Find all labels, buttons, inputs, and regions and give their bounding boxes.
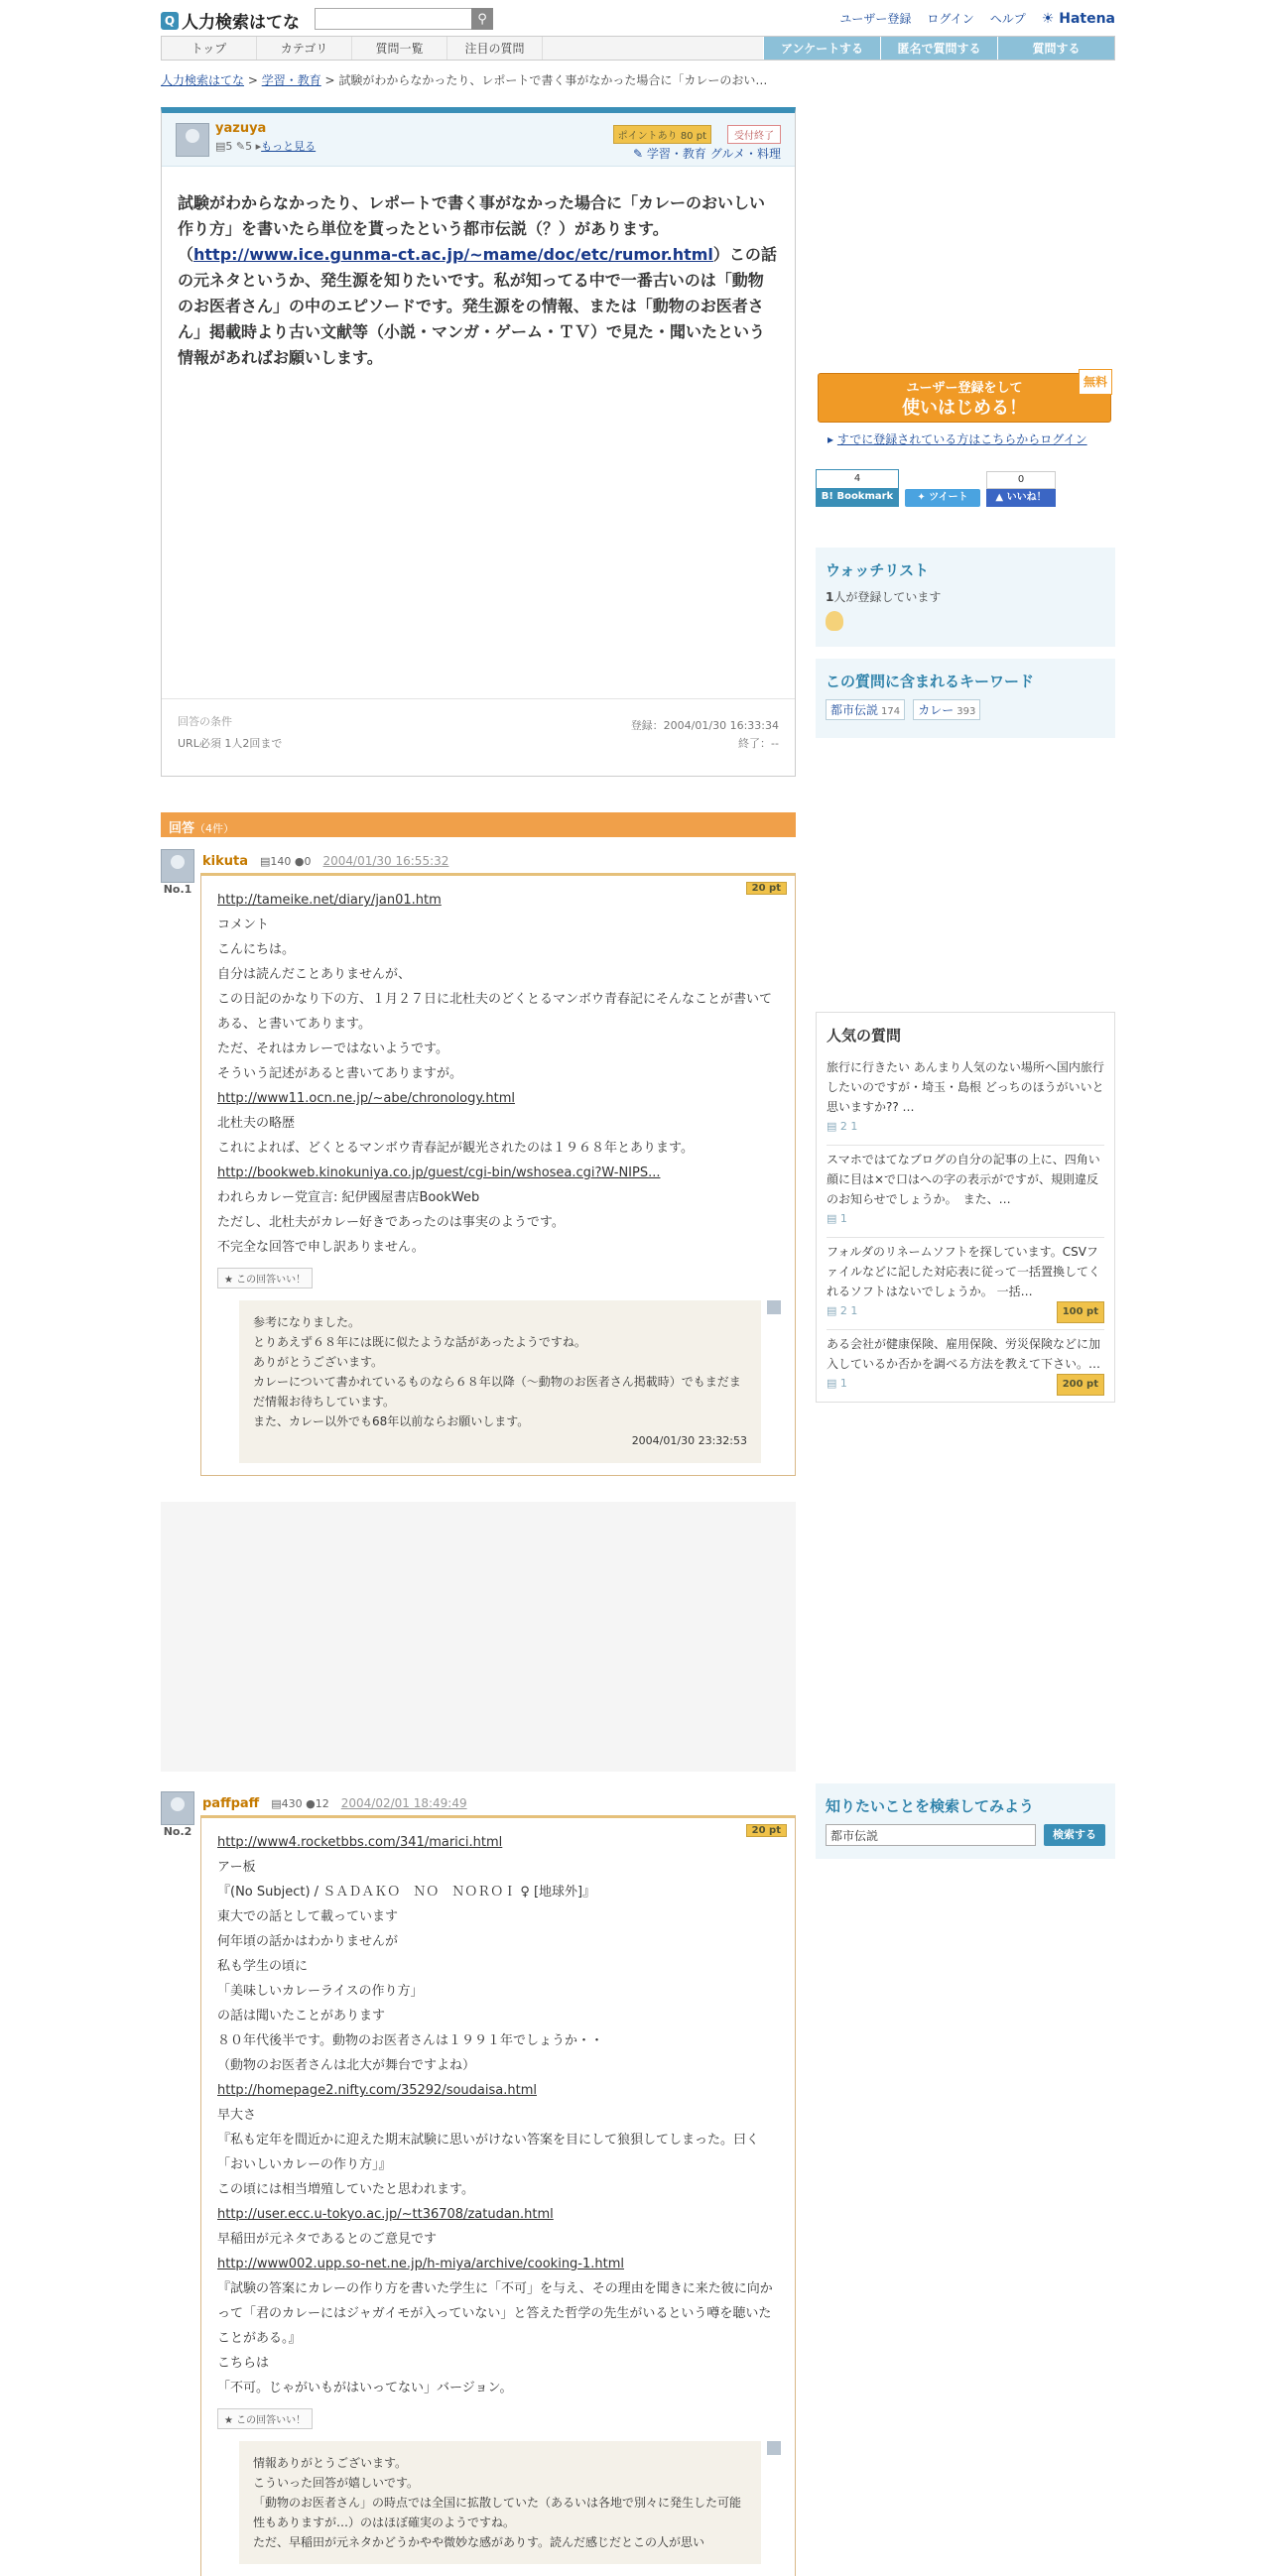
answer-text: 『(No Subject) / ＳＡＤＡＫＯ ＮＯ ＮＯＲＯＩ ♀ [地球外]』: [217, 1885, 596, 1900]
answer-user[interactable]: paffpaff: [202, 1795, 260, 1811]
good-answer-label: この回答いい！: [236, 2415, 307, 2426]
hatena-q-icon: Q: [161, 12, 179, 30]
watcher-avatar-icon[interactable]: [826, 611, 843, 631]
main-column: [161, 107, 796, 2576]
reply-line: ありがとうございます。: [253, 1355, 384, 1369]
triangle-right-icon: ▸: [255, 140, 262, 153]
hatena-text: Hatena: [1059, 10, 1115, 27]
main-nav: [161, 36, 1115, 61]
pencil-icon: ✎: [633, 147, 644, 161]
answer-text: これによれば、どくとるマンボウ青春記が観光されたのは１９６８年とあります。: [217, 1141, 694, 1156]
answer-text: こんにちは。: [217, 942, 296, 957]
status-badge: 受付終了: [727, 125, 781, 144]
reply-line: とりあえず６８年には既に似たような話があったようですね。: [253, 1335, 586, 1349]
answer-text: そういう記述があると書いてありますが。: [217, 1066, 463, 1081]
answer-text: ８０年代後半です。動物のお医者さんは１９９１年でしょうか・・: [217, 2033, 603, 2048]
answer-user[interactable]: kikuta: [202, 853, 248, 869]
breadcrumb-sep: >: [320, 73, 339, 87]
question-body: [162, 167, 795, 371]
sidebar-search-button[interactable]: 検索する: [1044, 1824, 1105, 1846]
reply-line: また、カレー以外でも68年以前ならお願いします。: [253, 1414, 530, 1428]
answer-text: 「美味しいカレーライスの作り方」: [217, 1984, 424, 1999]
global-header: [161, 8, 1115, 32]
sidebar-login-link[interactable]: [828, 430, 1087, 447]
avatar: [767, 1300, 781, 1314]
thumbs-up-icon: ▲: [995, 492, 1004, 503]
breadcrumb-current: 試験がわからなかったり、レポートで書く事がなかった場合に「カレーのおい…: [338, 73, 768, 87]
hatena-link[interactable]: [1042, 11, 1115, 27]
more-link[interactable]: もっと見る: [261, 140, 317, 153]
bookmark-label: B! Bookmark: [817, 488, 898, 506]
answer-number: No.1: [163, 883, 192, 896]
keyword-name: カレー: [918, 703, 955, 717]
answer-text: 私も学生の頃に: [217, 1959, 309, 1974]
answers-title: 回答: [169, 821, 195, 836]
answer-user-stat2: 0: [304, 854, 312, 868]
hatena-bookmark-button[interactable]: [816, 469, 899, 507]
question-text-1: 試験がわからなかったり、レポートで書く事がなかった場合に「カレーのおいしい作り方」を書いたら単位を貰ったという都市伝説（？）があります。（: [178, 193, 766, 264]
breadcrumb-category[interactable]: 学習・教育: [261, 73, 321, 87]
thumbs-up-icon: ★: [224, 1275, 233, 1286]
answer-text: 自分は読んだことありませんが、: [217, 967, 412, 982]
answer-text: 「不可。じゃがいもがはいってない」バージョン。: [217, 2381, 513, 2395]
popular-questions: [816, 1012, 1115, 1403]
question-categories: [633, 145, 781, 162]
fb-count: 0: [986, 471, 1056, 489]
popular-question-text: 旅行に行きたい あんまり人気のない場所へ国内旅行したいのですが・埼玉・島根 どっちのほうがいいと思いますか?? …: [827, 1060, 1104, 1114]
bookmark-count: 4: [817, 470, 898, 488]
sidebar-search-input[interactable]: 都市伝説: [826, 1824, 1036, 1846]
fb-label: [986, 489, 1056, 507]
top-links: [839, 10, 1115, 27]
answer-header: [161, 849, 796, 873]
popular-point-badge: 200 pt: [1057, 1374, 1104, 1396]
list-item[interactable]: [827, 1238, 1104, 1330]
asker-reply: [239, 1300, 761, 1463]
answer-header: [161, 1791, 796, 1815]
nav-featured[interactable]: 注目の質問: [447, 37, 543, 60]
popular-meta-text: 1: [839, 1212, 847, 1225]
watchlist-title: ウォッチリスト: [826, 561, 930, 579]
list-item[interactable]: [827, 1053, 1104, 1146]
header-search: [315, 8, 493, 30]
thumbs-up-icon: ★: [224, 2415, 233, 2426]
popular-question-text: ある会社が健康保険、雇用保険、労災保険などに加入しているか否かを調べる方法を教えて下さい。…: [827, 1337, 1101, 1371]
answers-header: [161, 812, 796, 837]
answer-text: われらカレー党宣言: 紀伊國屋書店BookWeb: [217, 1190, 480, 1205]
question-categories-text[interactable]: 学習・教育 グルメ・料理: [646, 147, 781, 161]
ended-date: 終了：--: [738, 737, 779, 750]
facebook-like-button[interactable]: [986, 471, 1056, 507]
bulb-icon: ●: [306, 1796, 316, 1810]
point-badge: ポイントあり 80 pt: [613, 125, 711, 144]
comment-icon: ▤: [827, 1377, 837, 1390]
breadcrumb-home[interactable]: 人力検索はてな: [161, 73, 245, 87]
sidebar-search-panel: [816, 1783, 1115, 1859]
question-box: [161, 107, 796, 777]
register-button[interactable]: [818, 373, 1111, 423]
watchlist-panel: [816, 548, 1115, 647]
answer-date[interactable]: 2004/01/30 16:55:32: [322, 854, 449, 868]
reply-line: 「動物のお医者さん」の時点では全国に拡散していた（あるいは各地で別々に発生した可能性もありますが…）のはほぼ確実のようですね。: [253, 2496, 742, 2529]
keywords-title: この質問に含まれるキーワード: [826, 673, 1035, 690]
answer-text: ただし、北杜夫がカレー好きであったのは事実のようです。: [217, 1215, 565, 1230]
ad-space: [161, 1502, 796, 1772]
breadcrumb-sep: >: [244, 73, 262, 87]
popular-meta-text: 1: [839, 1377, 847, 1390]
answer-link[interactable]: http://www002.upp.so-net.ne.jp/h-miya/archive/cooking-1.html: [217, 2257, 625, 2271]
comment-icon: ▤: [271, 1796, 282, 1810]
comment-icon: ▤: [827, 1304, 837, 1317]
reply-date: 2004/01/30 23:32:53: [631, 1434, 747, 1447]
answer-item: [161, 849, 796, 1476]
list-item[interactable]: [827, 1330, 1104, 1402]
answer-text: 『試験の答案にカレーの作り方を書いた学生に「不可」を与え、その理由を聞きに来た彼に向かって「君のカレーにはジャガイモが入っていない」と答えた哲学の先生がいるという噂を聴いたことがある。』: [217, 2281, 773, 2346]
hatena-logo-icon: ☀: [1041, 10, 1055, 27]
answer-text: 何年頃の話かはわかりませんが: [217, 1934, 399, 1949]
popular-question-text: フォルダのリネームソフトを探しています。CSVファイルなどに記した対応表に従って一括置換してくれるソフトはないでしょうか。 一括…: [827, 1245, 1101, 1298]
popular-title: 人気の質問: [827, 1027, 902, 1044]
tweet-button[interactable]: [905, 489, 980, 507]
popular-question-meta: [827, 1117, 1104, 1137]
popular-question-meta: [827, 1209, 1104, 1229]
answer-link[interactable]: http://bookweb.kinokuniya.co.jp/guest/cgi-bin/wshosea.cgi?W-NIPS...: [217, 1165, 661, 1180]
question-header: [162, 113, 795, 167]
keyword-tag[interactable]: [913, 699, 980, 720]
anonymous-question-button[interactable]: 匿名で質問する: [880, 37, 997, 60]
condition-label: 回答の条件: [178, 715, 232, 728]
avatar[interactable]: [176, 123, 209, 157]
good-answer-button[interactable]: [217, 1268, 313, 1288]
twitter-icon: ✦: [917, 492, 926, 503]
sidebar-search-title: 知りたいことを検索してみよう: [826, 1797, 1035, 1815]
search-icon[interactable]: ⚲: [471, 8, 493, 30]
help-link[interactable]: ヘルプ: [989, 12, 1026, 26]
reply-line: 参考になりました。: [253, 1315, 361, 1329]
condition-text: URL必須 1人2回まで: [178, 737, 283, 750]
answer-box: [200, 873, 796, 1476]
question-user[interactable]: yazuya: [215, 121, 267, 136]
comment-icon: ▤: [827, 1212, 837, 1225]
logo-text: 人力検索はてな: [182, 13, 300, 33]
answer-text: 早稲田が元ネタであるとのご意見です: [217, 2232, 438, 2247]
answer-point-badge: 20 pt: [746, 882, 787, 895]
keyword-name: 都市伝説: [830, 703, 879, 717]
fb-label-text: いいね！: [1006, 492, 1047, 503]
keywords-panel: [816, 659, 1115, 738]
popular-point-badge: 100 pt: [1057, 1301, 1104, 1323]
comment-icon: ▤: [827, 1120, 837, 1133]
avatar: [767, 2441, 781, 2455]
answer-item: [161, 1791, 796, 2576]
answer-text: こちらは: [217, 2356, 270, 2371]
answer-user-stats: [260, 855, 312, 868]
breadcrumb: [161, 71, 767, 88]
sidebar-login-text: すでに登録されている方はこちらからログイン: [836, 432, 1087, 446]
nav-category[interactable]: カテゴリ: [257, 37, 352, 60]
reply-line: 情報ありがとうございます。: [253, 2456, 408, 2470]
answer-link[interactable]: http://user.ecc.u-tokyo.ac.jp/~tt36708/zatudan.html: [217, 2207, 554, 2222]
watchlist-suffix: 人が登録しています: [833, 590, 942, 604]
answer-text: 不完全な回答で申し訳ありません。: [217, 1240, 425, 1255]
nav-top[interactable]: トップ: [162, 37, 257, 60]
answer-text: 北杜夫の略歴: [217, 1116, 296, 1131]
watchlist-count-line: [826, 588, 1105, 605]
answer-count-icon: ✎: [235, 140, 246, 153]
answer-text: 『私も定年を間近かに迎えた期末試験に思いがけない答案を目にして狼狽してしまった。曰く「おいしいカレーの作り方」』: [217, 2133, 760, 2172]
triangle-right-icon: ▸: [828, 432, 834, 446]
bulb-icon: ●: [294, 854, 305, 868]
answer-user-stat1: 140: [270, 854, 292, 868]
reply-line: カレーについて書かれているものなら６８年以降（〜動物のお医者さん掲載時）でもまだまだ情報お待ちしています。: [253, 1375, 741, 1409]
answer-box: [200, 1815, 796, 2576]
answer-text: 東大での話として載っています: [217, 1909, 399, 1924]
tweet-label: ツイート: [929, 492, 968, 503]
keyword-count: 174: [881, 706, 901, 717]
popular-question-text: スマホではてなブログの自分の記事の上に、四角い顔に目は×で口はへの字の表示がですが、規則違反のお知らせでしょうか。 また、…: [827, 1153, 1100, 1206]
survey-button[interactable]: アンケートする: [763, 37, 880, 60]
comment-icon: ▤: [260, 854, 271, 868]
question-count-icon: ▤: [215, 140, 226, 153]
register-button-line1: ユーザー登録をして: [906, 381, 1023, 396]
answer-link[interactable]: http://tameike.net/diary/jan01.htm: [217, 893, 442, 908]
free-badge: 無料: [1079, 369, 1112, 395]
answers-count: （4件）: [194, 822, 235, 835]
question-count: 5: [225, 140, 233, 153]
nav-question-list[interactable]: 質問一覧: [352, 37, 447, 60]
answer-link[interactable]: http://homepage2.nifty.com/35292/soudaisa.html: [217, 2083, 537, 2098]
register-button-line2: 使いはじめる！: [902, 398, 1027, 419]
good-answer-label: この回答いい！: [236, 1275, 307, 1286]
answer-user-stat1: 430: [281, 1796, 303, 1810]
logo[interactable]: [161, 8, 300, 33]
answer-text: コメント: [217, 918, 270, 932]
question-dates: [631, 717, 779, 753]
answer-text: の話は聞いたことがあります: [217, 2009, 386, 2024]
answer-date[interactable]: 2004/02/01 18:49:49: [340, 1796, 467, 1810]
answer-link[interactable]: http://www11.ocn.ne.jp/~abe/chronology.html: [217, 1091, 515, 1106]
watchlist-count: 1: [826, 590, 834, 604]
answer-text: ただ、それはカレーではないようです。: [217, 1042, 448, 1056]
answer-count: 5: [245, 140, 253, 153]
answer-user-stat2: 12: [315, 1796, 329, 1810]
answer-number: No.2: [163, 1825, 192, 1838]
good-answer-button[interactable]: [217, 2408, 313, 2429]
reply-line: ただ、早稲田が元ネタかどうかやや微妙な感がありす。読んだ感じだとこの人が思い: [253, 2535, 705, 2549]
answer-text: この頃には相当増殖していたと思われます。: [217, 2182, 474, 2197]
question-link[interactable]: http://www.ice.gunma-ct.ac.jp/~mame/doc/etc/rumor.html: [193, 245, 713, 264]
registered-date: 登録：2004/01/30 16:33:34: [630, 719, 779, 732]
question-user-stats: [215, 138, 316, 154]
popular-meta-text: 2 1: [839, 1120, 858, 1133]
answer-text: この日記のかなり下の方、１月２７日に北杜夫のどくとるマンボウ青春記にそんなことが書いてある、と書いてあります。: [217, 992, 773, 1032]
answer-text: 早大さ: [217, 2108, 257, 2123]
answer-text: アー板: [217, 1860, 256, 1875]
user-register-link[interactable]: ユーザー登録: [839, 12, 912, 26]
question-text-2: ）この話の元ネタというか、発生源を知りたいです。私が知ってる中で一番古いのは「動物のお医者さん」の中のエピソードです。発生源をの情報、または「動物のお医者さん」掲載時より古い文献等（小説・マンガ・ゲーム・ＴＶ）で見た・聞いたという情報があればお願いします。: [178, 245, 777, 367]
answer-text: （動物のお医者さんは北大が舞台ですよね）: [217, 2058, 476, 2073]
question-footer: [162, 698, 795, 776]
answer-link[interactable]: http://www4.rocketbbs.com/341/marici.html: [217, 1835, 503, 1850]
answer-point-badge: 20 pt: [746, 1824, 787, 1837]
reply-line: こういった回答が嬉しいです。: [253, 2476, 420, 2490]
asker-reply: [239, 2441, 761, 2564]
answer-user-stats: [271, 1797, 329, 1810]
ask-question-button[interactable]: 質問する: [997, 37, 1114, 60]
keyword-tag[interactable]: [826, 699, 905, 720]
popular-meta-text: 2 1: [839, 1304, 858, 1317]
keyword-count: 393: [956, 706, 976, 717]
login-link[interactable]: ログイン: [927, 12, 974, 26]
list-item[interactable]: [827, 1146, 1104, 1238]
header-search-input[interactable]: [315, 8, 471, 30]
share-buttons: [816, 469, 1056, 507]
